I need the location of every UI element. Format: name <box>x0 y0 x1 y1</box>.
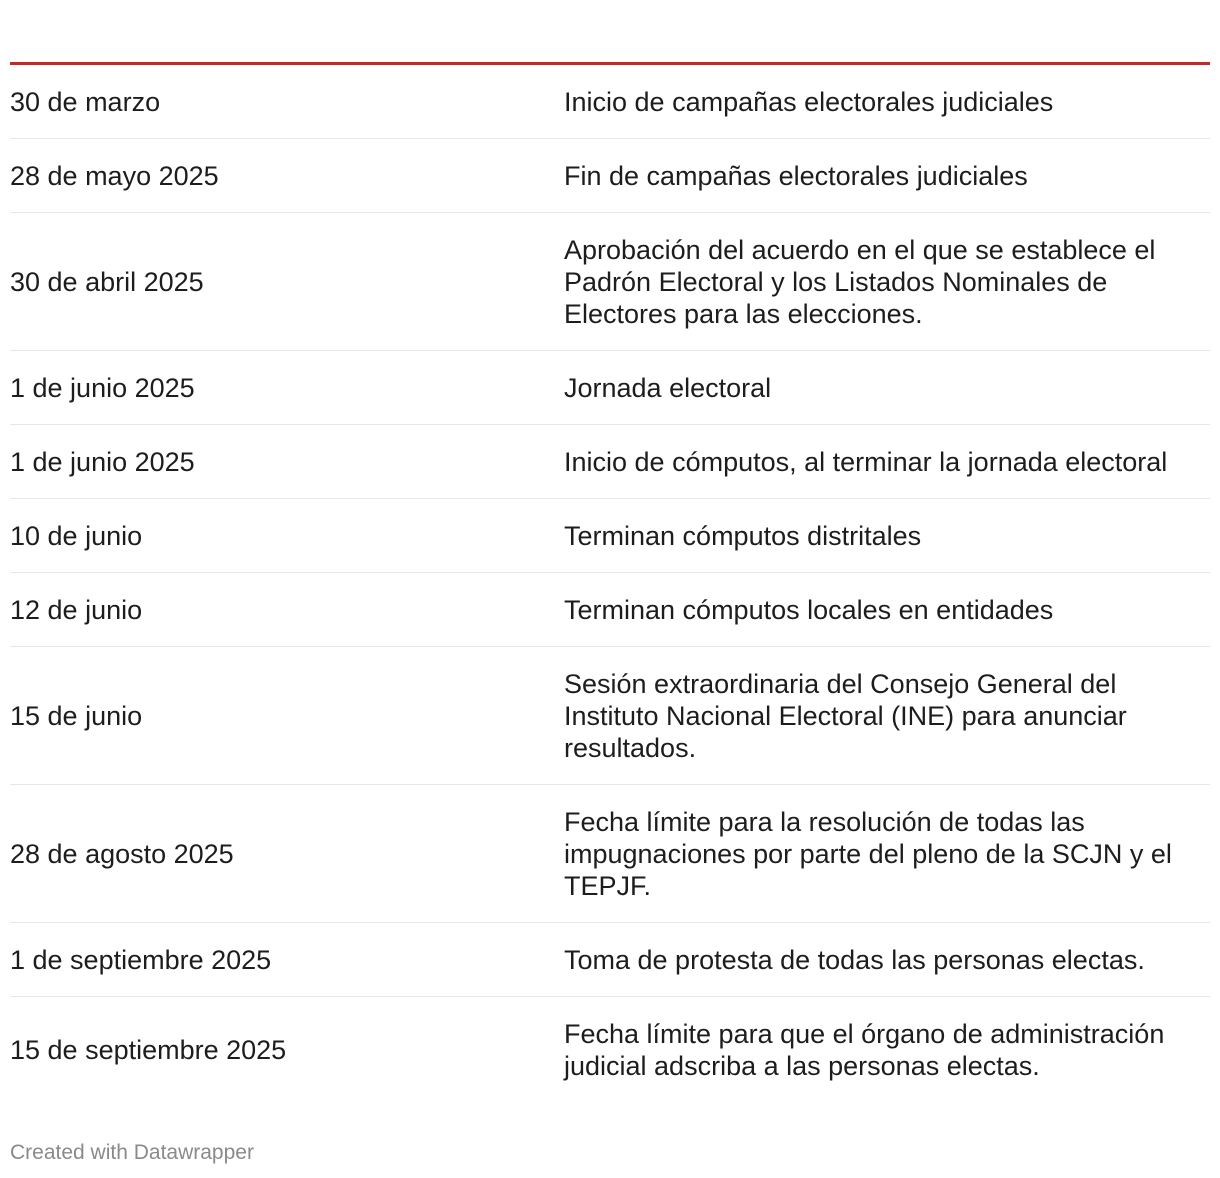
date-cell: 12 de junio <box>10 573 564 647</box>
event-cell: Sesión extraordinaria del Consejo General del Instituto Nacional Electoral (INE) para anunciar resultados. <box>564 647 1210 785</box>
table-row <box>10 573 1210 647</box>
date-cell: 30 de abril 2025 <box>10 213 564 351</box>
event-cell: Jornada electoral <box>564 351 1210 425</box>
date-cell: 1 de junio 2025 <box>10 351 564 425</box>
event-cell: Toma de protesta de todas las personas electas. <box>564 923 1210 997</box>
table-row <box>10 213 1210 351</box>
table-row <box>10 425 1210 499</box>
table-row <box>10 997 1210 1103</box>
event-cell: Fin de campañas electorales judiciales <box>564 139 1210 213</box>
table-row <box>10 139 1210 213</box>
table-row <box>10 647 1210 785</box>
datawrapper-credit: Created with Datawrapper <box>10 1141 254 1164</box>
date-cell: 28 de mayo 2025 <box>10 139 564 213</box>
timeline-table <box>10 65 1210 1102</box>
datawrapper-table <box>10 62 1210 1102</box>
event-cell: Terminan cómputos locales en entidades <box>564 573 1210 647</box>
event-cell: Fecha límite para que el órgano de administración judicial adscriba a las personas electas. <box>564 1018 1165 1081</box>
event-cell: Inicio de cómputos, al terminar la jornada electoral <box>564 425 1210 499</box>
table-row <box>10 923 1210 997</box>
date-cell: 15 de septiembre 2025 <box>10 1034 287 1065</box>
event-cell: Terminan cómputos distritales <box>564 499 1210 573</box>
date-cell: 15 de junio <box>10 647 564 785</box>
date-cell: 30 de marzo <box>10 65 564 139</box>
date-cell: 1 de septiembre 2025 <box>10 923 564 997</box>
table-row <box>10 785 1210 923</box>
event-cell: Fecha límite para la resolución de todas las impugnaciones por parte del pleno de la SCJN y el TEPJF. <box>564 785 1210 923</box>
date-cell: 1 de junio 2025 <box>10 425 564 499</box>
table-row <box>10 351 1210 425</box>
table-row <box>10 65 1210 139</box>
table-row <box>10 499 1210 573</box>
date-cell: 10 de junio <box>10 499 564 573</box>
date-cell: 28 de agosto 2025 <box>10 785 564 923</box>
event-cell: Aprobación del acuerdo en el que se establece el Padrón Electoral y los Listados Nominales de Electores para las elecciones. <box>564 213 1210 351</box>
event-cell: Inicio de campañas electorales judiciales <box>564 65 1210 139</box>
